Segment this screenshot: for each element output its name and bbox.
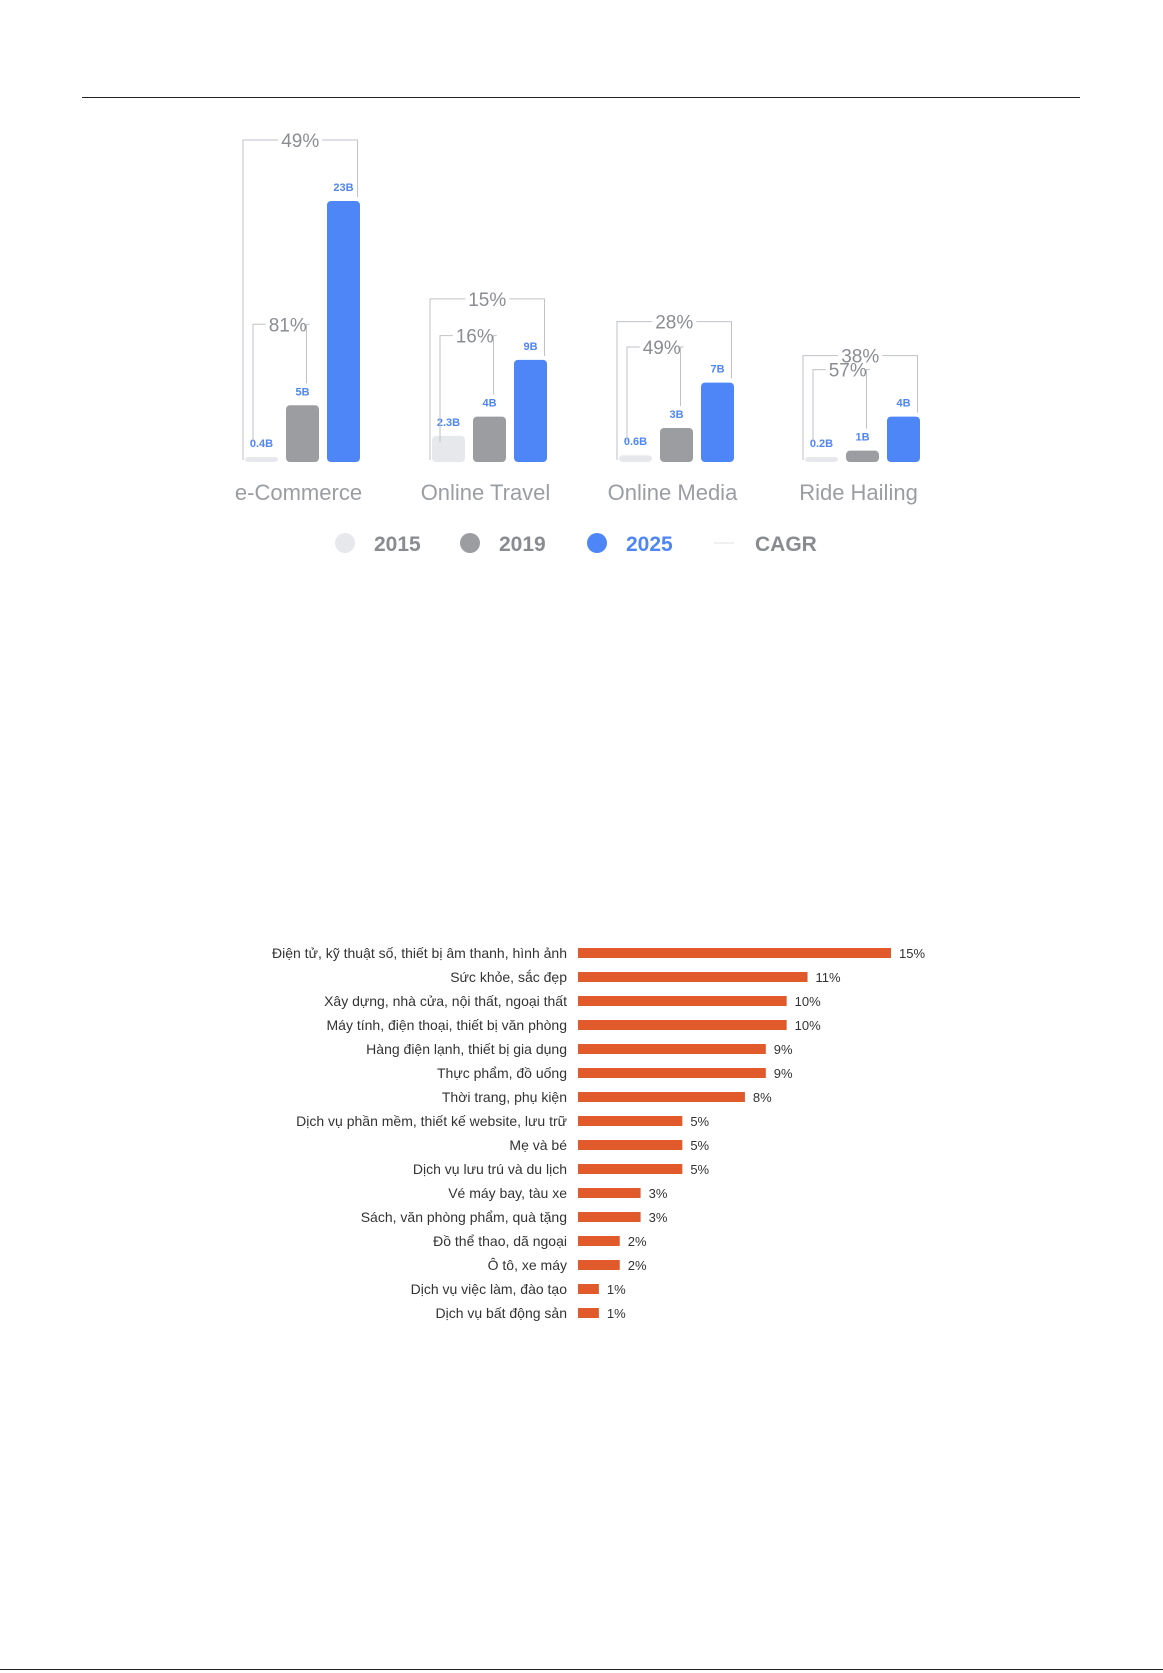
bar-value-label-2019-3: 1B <box>855 431 870 444</box>
category-label-6: Thời trang, phụ kiện <box>441 1089 567 1105</box>
page-footer-rule <box>0 1669 1163 1670</box>
value-label-5: 9% <box>773 1066 793 1081</box>
legend-label-CAGR: CAGR <box>755 533 817 556</box>
cagr-label-2019-2025-1: 15% <box>468 289 507 311</box>
legend-label-2025: 2025 <box>626 533 673 556</box>
value-label-3: 10% <box>794 1018 821 1033</box>
bar-value-label-2015-0: 0.4B <box>249 438 274 450</box>
value-label-2: 10% <box>794 994 821 1009</box>
bar-2 <box>578 996 787 1006</box>
category-label-11: Sách, văn phòng phẩm, quà tặng <box>360 1209 567 1225</box>
bar-4 <box>578 1044 766 1054</box>
cagr-label-2015-2019-1: 16% <box>455 326 494 348</box>
category-label-15: Dịch vụ bất động sản <box>435 1305 567 1321</box>
bar-value-label-2019-0: 5B <box>295 386 310 399</box>
bar-5 <box>578 1068 766 1078</box>
cagr-label-2019-2025-0: 49% <box>281 131 320 152</box>
bar-9 <box>578 1164 682 1174</box>
category-label-3: Máy tính, điện thoại, thiết bị văn phòng <box>326 1017 567 1033</box>
bar-value-label-2025-3: 4B <box>896 397 911 410</box>
bar-3 <box>578 1020 787 1030</box>
category-label-2: Online Media <box>607 480 738 505</box>
bar-15 <box>578 1308 599 1318</box>
bar-8 <box>578 1140 682 1150</box>
value-label-0: 15% <box>899 946 926 961</box>
bar-value-label-2015-3: 0.2B <box>809 438 834 450</box>
value-label-6: 8% <box>752 1090 772 1105</box>
bar-6 <box>578 1092 745 1102</box>
cagr-label-2019-2025-3: 38% <box>841 346 880 368</box>
category-label-14: Dịch vụ việc làm, đào tạo <box>410 1281 567 1297</box>
bar-value-label-2025-0: 23B <box>333 182 354 194</box>
value-label-13: 2% <box>627 1258 647 1273</box>
category-label-5: Thực phẩm, đồ uống <box>436 1065 567 1081</box>
category-label-12: Đồ thể thao, dã ngoại <box>433 1233 567 1249</box>
bar-14 <box>578 1284 599 1294</box>
bar-10 <box>578 1188 641 1198</box>
bar-value-label-2025-2: 7B <box>710 363 725 376</box>
category-label-10: Vé máy bay, tàu xe <box>448 1185 567 1201</box>
category-label-9: Dịch vụ lưu trú và du lịch <box>412 1161 567 1177</box>
value-label-15: 1% <box>606 1306 626 1321</box>
bar-13 <box>578 1260 620 1270</box>
value-label-10: 3% <box>648 1186 668 1201</box>
cagr-label-2015-2019-0: 81% <box>268 315 307 337</box>
legend-label-2019: 2019 <box>499 533 546 556</box>
value-label-9: 5% <box>690 1162 710 1177</box>
value-label-12: 2% <box>627 1234 647 1249</box>
bar-value-label-2019-1: 4B <box>482 397 497 410</box>
category-label-4: Hàng điện lạnh, thiết bị gia dụng <box>366 1041 567 1057</box>
category-label-13: Ô tô, xe máy <box>487 1257 567 1273</box>
value-label-8: 5% <box>690 1138 710 1153</box>
bar-12 <box>578 1236 620 1246</box>
category-label-7: Dịch vụ phần mềm, thiết kế website, lưu trữ <box>296 1113 567 1129</box>
value-label-1: 11% <box>815 970 841 985</box>
category-label-0: Điện tử, kỹ thuật số, thiết bị âm thanh, hình ảnh <box>272 945 567 961</box>
category-label-2: Xây dựng, nhà cửa, nội thất, ngoại thất <box>324 993 567 1009</box>
bar-value-label-2019-2: 3B <box>669 408 684 421</box>
category-label-0: e-Commerce <box>234 480 363 505</box>
legend-label-2015: 2015 <box>374 533 421 556</box>
bar-value-label-2015-2: 0.6B <box>623 436 648 449</box>
bar-11 <box>578 1212 641 1222</box>
category-label-8: Mẹ và bé <box>509 1137 567 1153</box>
value-label-11: 3% <box>648 1210 668 1225</box>
category-label-1: Sức khỏe, sắc đẹp <box>450 969 567 985</box>
bar-1 <box>578 972 808 982</box>
bar-value-label-2015-1: 2.3B <box>436 416 461 429</box>
cagr-label-2015-2019-3: 57% <box>828 360 867 382</box>
cagr-label-2015-2019-2: 49% <box>642 337 681 359</box>
cagr-label-2019-2025-2: 28% <box>655 312 694 334</box>
bar-0 <box>578 948 891 958</box>
bar-value-label-2025-1: 9B <box>523 340 538 353</box>
category-label-3: Ride Hailing <box>799 480 918 505</box>
value-label-4: 9% <box>773 1042 793 1057</box>
value-label-7: 5% <box>690 1114 710 1129</box>
category-label-1: Online Travel <box>420 480 551 505</box>
bar-7 <box>578 1116 682 1126</box>
value-label-14: 1% <box>606 1282 626 1297</box>
